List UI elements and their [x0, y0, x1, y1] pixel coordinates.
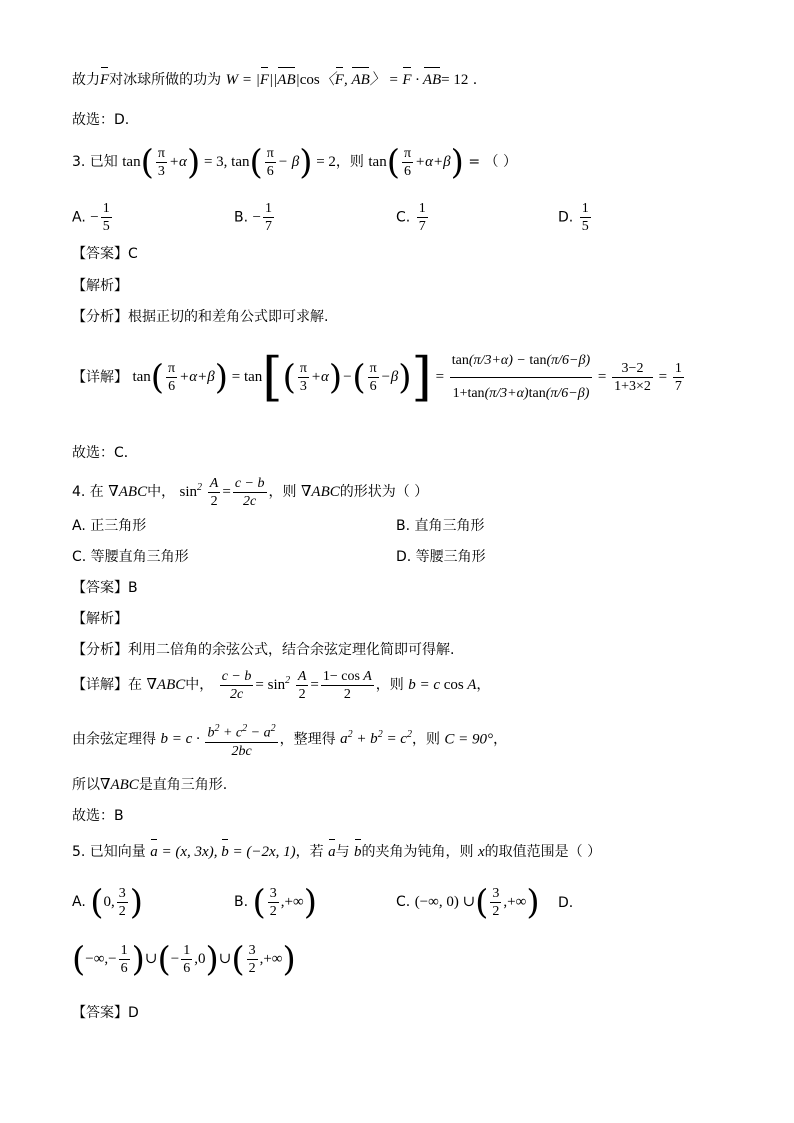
- q5-option-a: A. (0, $\frac{3}{2}$ ): [72, 882, 144, 923]
- q5-answer: 【答案】D: [72, 1005, 139, 1021]
- q5-option-d-label: [558, 895, 573, 911]
- text: ，若: [295, 844, 324, 860]
- text: 中，: [185, 676, 214, 693]
- q5-option-c: C. (−∞, 0) ∪( $\frac{3}{2}$ ,+∞): [396, 882, 540, 923]
- q4-conclusion: 所以∇ABC是直角三角形.: [72, 777, 228, 793]
- text: 3. 已知: [72, 153, 118, 170]
- q3-jiexi: 【解析】: [72, 278, 128, 294]
- q3-option-c: C. $\frac{1}{7}$: [396, 201, 426, 234]
- q3-option-a: A. − $\frac{1}{5}$: [72, 201, 110, 234]
- q4-cosine-law: 由余弦定理得 b = c · $\frac{b^2 + c^2 - a^2}{2bc}$ ，整理得 $a^2 + b^2 = c^2$，则 C = 90°，: [72, 723, 508, 759]
- q4-detail: 【详解】在 ∇ABC中， $\frac{c - b}{2c}$ = $\sin^2$ $\frac{A}{2}$ = $\frac{\text{1− cos A}}{2}$ ，则 b = c cos A，: [72, 669, 491, 702]
- text: 的形状为（ ）: [339, 483, 429, 500]
- q3-option-d: D. $\frac{1}{5}$: [558, 201, 589, 234]
- text: 【详解】在: [72, 676, 142, 693]
- text: D.: [558, 209, 574, 226]
- q4-analysis: 【分析】利用二倍角的余弦公式，结合余弦定理化简即可得解.: [72, 642, 455, 658]
- q5-stem: 5. 已知向量 a = (x, 3x), b = (−2x, 1)，若 a与 b的夹角为钝角，则 x的取值范围是（ ）: [72, 844, 602, 860]
- text: 中，: [147, 483, 176, 500]
- text: ，则: [268, 483, 297, 500]
- q5-option-d: (−∞,− $\frac{1}{6}$ )∪(− $\frac{1}{6}$ ,0)∪( $\frac{3}{2}$ ,+∞): [72, 939, 296, 980]
- q3-choice: 故选：C．: [72, 445, 138, 461]
- work-formula: W = |F||AB|cos〈F, AB〉 = F · AB: [225, 72, 442, 88]
- text: 故力: [72, 72, 100, 88]
- q3-answer: 【答案】C: [72, 246, 138, 262]
- text: C.: [396, 209, 411, 226]
- text: 与: [335, 844, 350, 860]
- q3-stem: 3. 已知 tan( $\frac{\pi}{3}$ +α) = 3, tan( $\frac{\pi}{6}$ − β) = 2，则 tan( $\frac{\pi}{6}$ +α+β) = （ ）: [72, 142, 517, 183]
- text: C.: [396, 893, 411, 910]
- q4-jiexi: 【解析】: [72, 611, 128, 627]
- text: ，整理得: [279, 731, 336, 748]
- text: = （ ）: [468, 153, 517, 170]
- text: 对冰球所做的功为: [109, 72, 222, 88]
- q5-option-b: B. ( $\frac{3}{2}$ ,+∞): [234, 882, 317, 923]
- text: 所以: [72, 777, 100, 793]
- q3-option-b: B. − $\frac{1}{7}$: [234, 201, 272, 234]
- text: 5. 已知向量: [72, 844, 146, 860]
- q4-option-d: D. 等腰三角形: [396, 549, 486, 565]
- text: B.: [234, 209, 249, 226]
- text: 的夹角为钝角，则: [361, 844, 474, 860]
- q4-choice: 故选：B: [72, 808, 124, 824]
- q4-option-a: A. 正三角形: [72, 518, 147, 534]
- q3-detail: 【详解】 tan( $\frac{\pi}{6}$ +α+β) = tan[( $\frac{\pi}{3}$ +α)−( $\frac{\pi}{6}$ −β)] = $\frac{\tan(\pi/3+\alpha) - \tan(\pi/6-\beta)}{1+\tan(\pi/3+\alpha)\tan(\pi/6-\beta)}$ = $\frac{3-2}{1+3\times 2}$ = $\frac{1}{7}$: [72, 345, 686, 425]
- q3-analysis: 【分析】根据正切的和差角公式即可求解.: [72, 309, 329, 325]
- q4-stem: 4. 在 ∇ABC中， $\sin^2$ $\frac{A}{2}$ = $\frac{c - b}{2c}$ ，则 ∇ABC的形状为（ ）: [72, 476, 429, 509]
- text: A.: [72, 893, 86, 910]
- text: 由余弦定理得: [72, 731, 156, 748]
- text: ，则: [411, 731, 440, 748]
- text: = 12: [441, 72, 469, 88]
- text: B.: [234, 893, 249, 910]
- text: 4. 在: [72, 483, 104, 500]
- q4-option-b: B. 直角三角形: [396, 518, 485, 534]
- text: ，则: [335, 153, 364, 170]
- choice-d: 故选：D.: [72, 112, 130, 128]
- text: D.: [558, 895, 574, 911]
- q4-option-c: C. 等腰直角三角形: [72, 549, 189, 565]
- text: 【详解】: [72, 369, 128, 386]
- q4-answer: 【答案】B: [72, 580, 138, 596]
- text: 是直角三角形.: [138, 777, 228, 793]
- work-statement: 故力F对冰球所做的功为 W = |F||AB|cos〈F, AB〉 = F · AB= 12 .: [72, 72, 478, 88]
- text: ，则: [375, 676, 404, 693]
- text: 的取值范围是（ ）: [484, 844, 602, 860]
- text: A.: [72, 209, 86, 226]
